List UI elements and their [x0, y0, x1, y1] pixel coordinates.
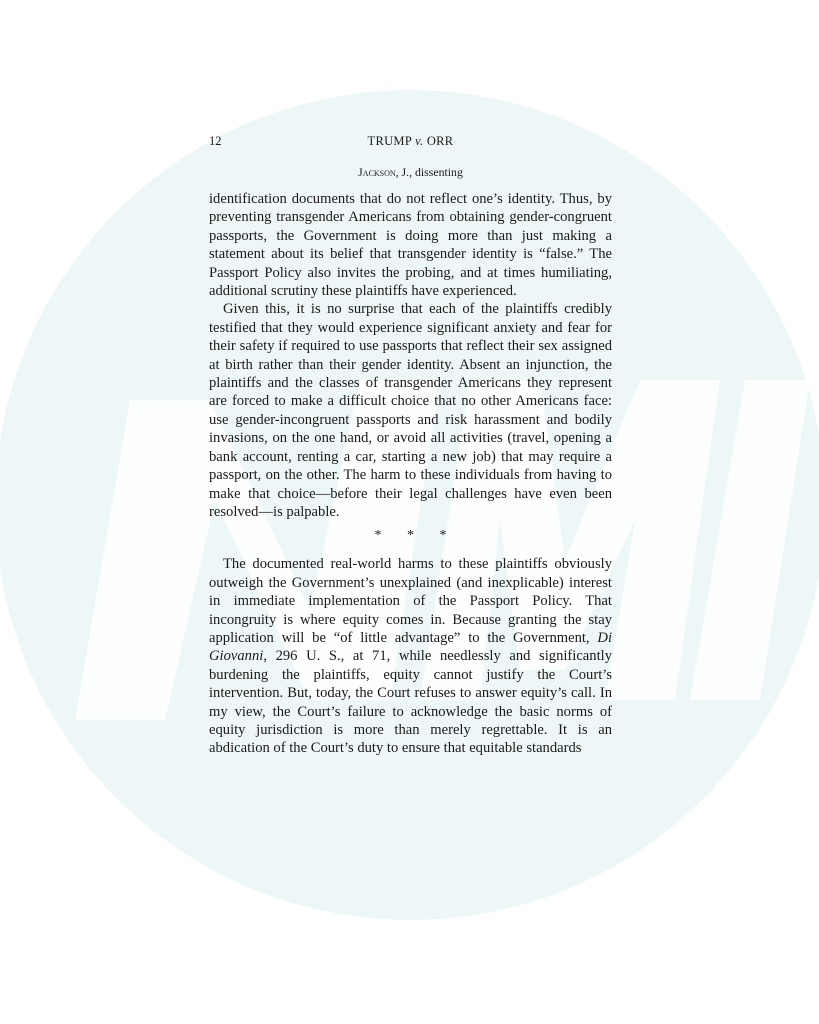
paragraph-1: identification documents that do not reflect one’s identity. Thus, by preventing transgender Americans from obtaining gender-congruent passports, the Government is doing more than just making a statement about its belief that transgender identity is “false.” The Passport Policy also invites the probing, and at times humiliating, additional scrutiny these plaintiffs have experienced.: [209, 191, 612, 300]
section-separator: * * *: [374, 528, 447, 544]
case-title-part1: TRUMP: [367, 134, 416, 148]
paragraph-3-text-a: The documented real-world harms to these plaintiffs obviously outweigh the Government’s unexplained (and inexplicable) interest in immediate implementation of the Passport Policy. That incongruity is where equity comes in. Because granting the stay application will be “of little advantage” to the Government,: [209, 556, 612, 646]
case-title-v: v.: [415, 134, 424, 148]
case-title: [209, 134, 612, 149]
page-number: 12: [209, 134, 222, 148]
running-header: [209, 134, 612, 152]
opinion-label: , J., dissenting: [395, 165, 463, 179]
case-citation: Di Giovanni: [209, 629, 612, 665]
paragraph-2: Given this, it is no surprise that each of the plaintiffs credibly testified that they would experience significant anxiety and fear for their safety if required to use passports that reflect their sex assigned at birth rather than their gender identity. Absent an injunction, the plaintiffs and the classes of transgender Americans they represent are forced to make a difficult choice that no other Americans face: use gender-incongruent passports and risk harassment and bodily invasions, on the one hand, or avoid all activities (travel, opening a bank account, renting a car, starting a new job) that may require a passport, on the other. The harm to these individuals from having to make that choice—before their legal challenges have even been resolved—is palpable.: [209, 301, 612, 520]
opinion-body: [209, 190, 612, 758]
justice-name: Jackson: [358, 165, 396, 179]
case-title-part2: ORR: [423, 134, 454, 148]
paragraph-3-text-b: , 296 U. S., at 71, while needlessly and significantly burdening the plaintiffs, equity cannot justify the Court’s intervention. But, today, the Court refuses to answer equity’s call. In my view, the Court’s failure to acknowledge the basic norms of equity jurisdiction is more than merely regrettable. It is an abdication of the Court’s duty to ensure that equitable standards: [209, 648, 612, 757]
paragraph-3: [209, 555, 612, 757]
opinion-subheader: [209, 165, 612, 180]
